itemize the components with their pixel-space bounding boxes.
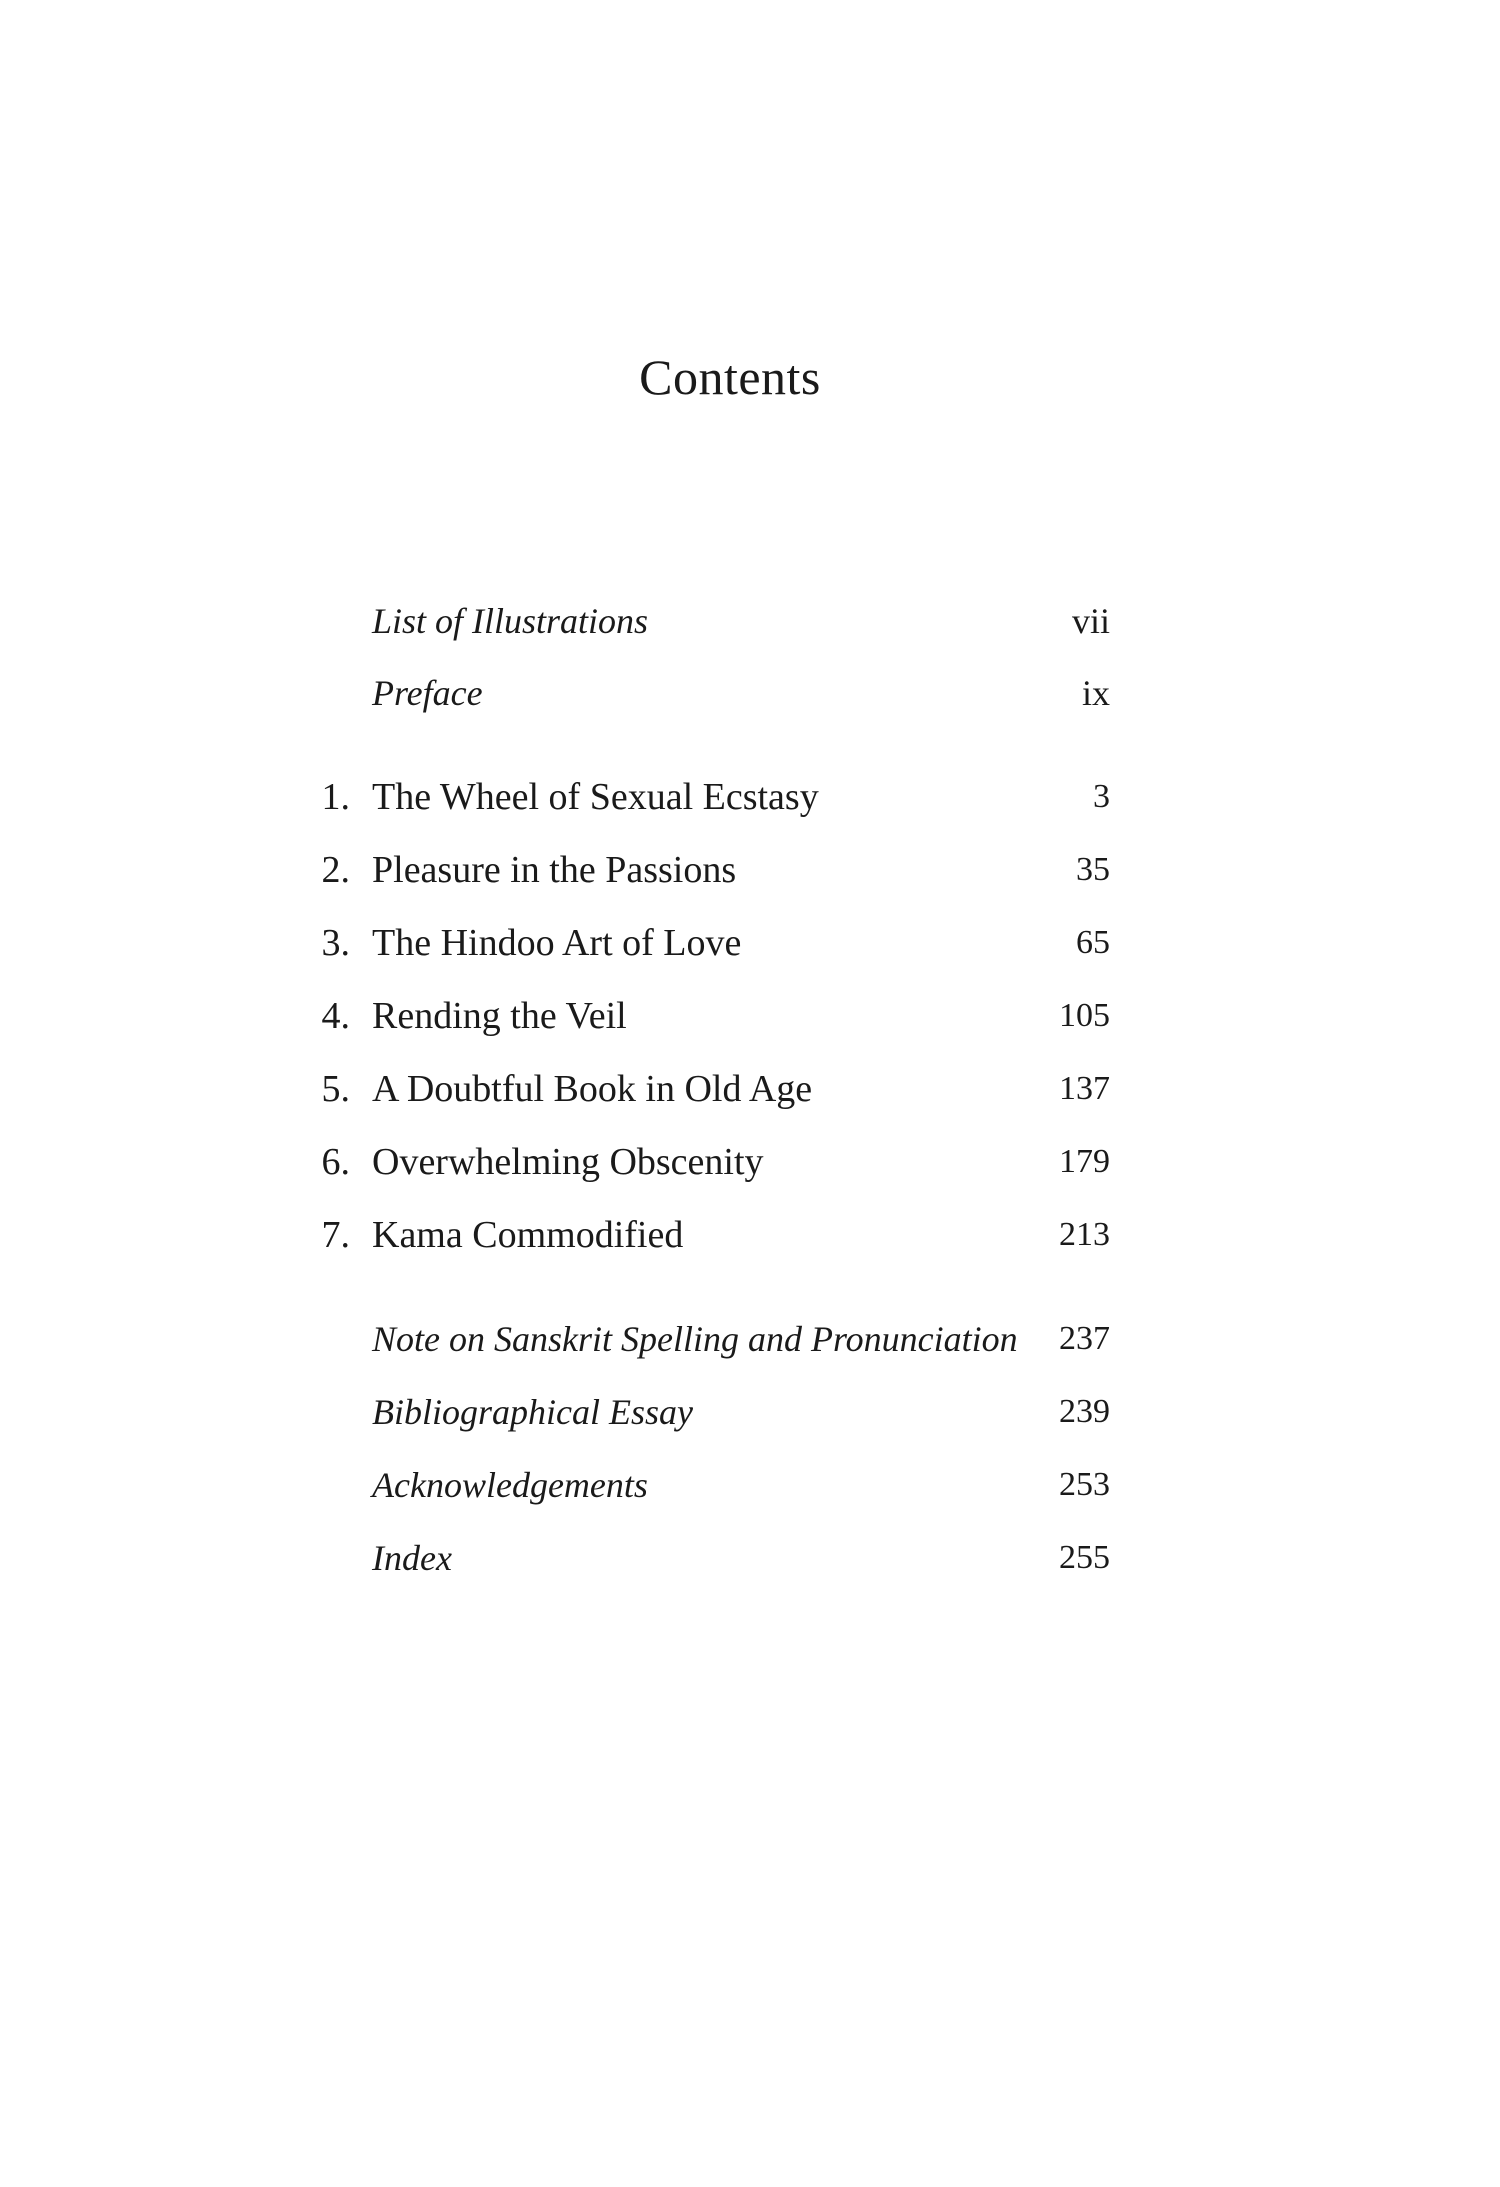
toc-entry-chapter-7[interactable] bbox=[300, 1210, 1110, 1260]
chapter-number: 1. bbox=[321, 776, 350, 818]
toc-entry-title: Kama Commodified bbox=[372, 1214, 684, 1256]
toc-entry-page: 255 bbox=[1059, 1539, 1110, 1576]
toc-entry-page: ix bbox=[1081, 673, 1110, 713]
toc-entry-title: Note on Sanskrit Spelling and Pronunciation bbox=[372, 1319, 1018, 1359]
toc-entry-page: 105 bbox=[1059, 997, 1110, 1034]
toc-entry-bibliographical-essay[interactable] bbox=[300, 1387, 1110, 1437]
toc-entry-page: 237 bbox=[1059, 1320, 1110, 1357]
toc-entry-page: 213 bbox=[1059, 1216, 1110, 1253]
toc-entry-chapter-6[interactable] bbox=[300, 1137, 1110, 1187]
toc-entry-title: Acknowledgements bbox=[372, 1465, 648, 1505]
toc-entry-chapter-3[interactable] bbox=[300, 918, 1110, 968]
toc-entry-page: 253 bbox=[1059, 1466, 1110, 1503]
toc-entry-title: Overwhelming Obscenity bbox=[372, 1141, 764, 1183]
toc-entry-title: The Hindoo Art of Love bbox=[372, 922, 742, 964]
toc-entry-preface[interactable] bbox=[300, 668, 1110, 718]
toc-entry-title: List of Illustrations bbox=[372, 601, 649, 641]
toc-entry-title: Bibliographical Essay bbox=[372, 1392, 693, 1432]
toc-entry-page: 3 bbox=[1093, 778, 1110, 815]
toc-entry-index[interactable] bbox=[300, 1533, 1110, 1583]
page-title: Contents bbox=[639, 349, 821, 405]
toc-entry-page: 239 bbox=[1059, 1393, 1110, 1430]
toc-entry-page: 65 bbox=[1076, 924, 1110, 961]
toc-entry-chapter-5[interactable] bbox=[300, 1064, 1110, 1114]
toc-entry-page: 179 bbox=[1059, 1143, 1110, 1180]
chapter-number: 4. bbox=[321, 995, 350, 1037]
toc-entry-title: The Wheel of Sexual Ecstasy bbox=[372, 776, 819, 818]
toc-entry-title: Pleasure in the Passions bbox=[372, 849, 737, 891]
toc-entry-chapter-1[interactable] bbox=[300, 772, 1110, 822]
toc-entry-chapter-4[interactable] bbox=[300, 991, 1110, 1041]
toc-entry-page: 137 bbox=[1059, 1070, 1110, 1107]
chapter-number: 6. bbox=[321, 1141, 350, 1183]
toc-entry-sanskrit-note[interactable] bbox=[300, 1314, 1110, 1364]
toc-entry-list-of-illustrations[interactable] bbox=[300, 596, 1110, 646]
toc-entry-page: vii bbox=[1071, 601, 1110, 641]
chapter-number: 7. bbox=[321, 1214, 350, 1256]
toc-entry-chapter-2[interactable] bbox=[300, 845, 1110, 895]
chapter-number: 3. bbox=[321, 922, 350, 964]
toc-entry-title: Index bbox=[372, 1538, 452, 1578]
toc-entry-title: Rending the Veil bbox=[372, 995, 627, 1037]
chapter-number: 5. bbox=[321, 1068, 350, 1110]
toc-entry-acknowledgements[interactable] bbox=[300, 1460, 1110, 1510]
toc-entry-title: A Doubtful Book in Old Age bbox=[372, 1068, 813, 1110]
toc-entry-title: Preface bbox=[372, 673, 483, 713]
chapter-number: 2. bbox=[321, 849, 350, 891]
toc-entry-page: 35 bbox=[1076, 851, 1110, 888]
